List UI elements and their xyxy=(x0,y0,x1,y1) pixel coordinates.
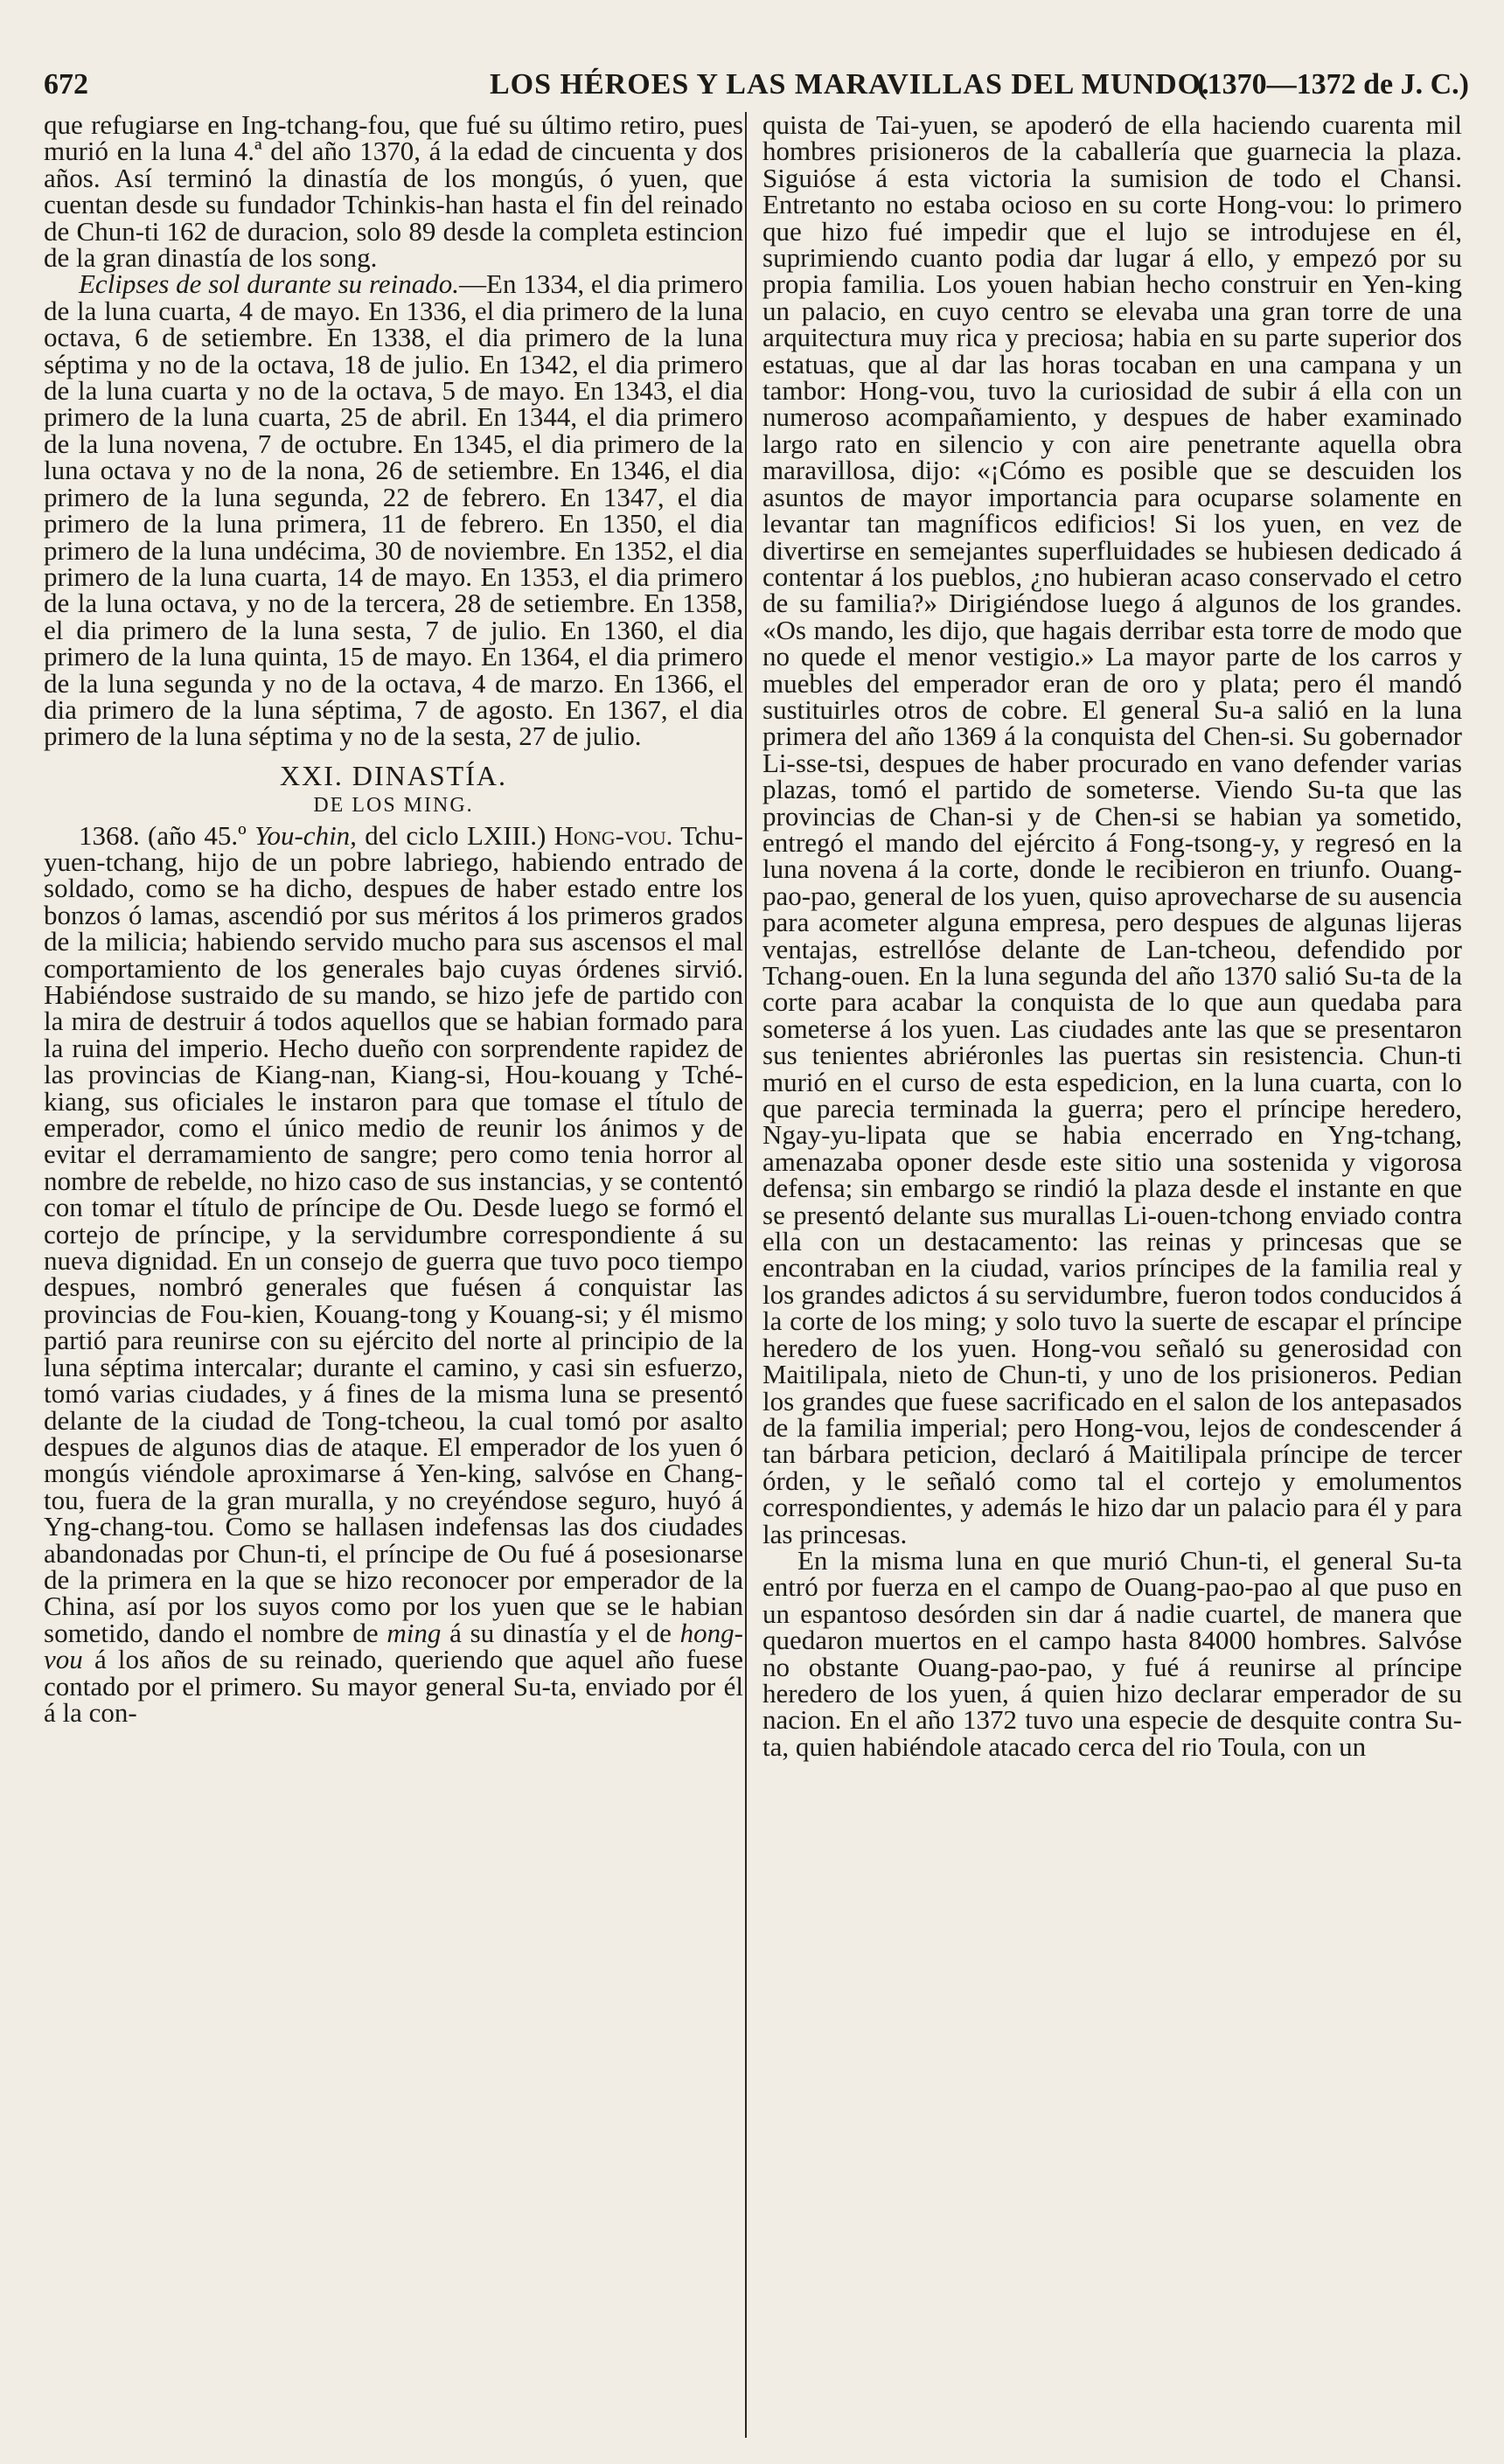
cycle-name: You-chin, xyxy=(254,819,357,851)
emperor-name: Hong-vou. xyxy=(554,819,673,851)
section-subtitle: DE LOS MING. xyxy=(313,794,474,818)
paragraph-eclipses xyxy=(44,268,744,752)
term-ming: ming xyxy=(386,1617,442,1648)
running-title: LOS HÉROES Y LAS MARAVILLAS DEL MUNDO. xyxy=(490,68,1210,101)
eclipses-text: —En 1334, el dia primero de la luna cuarta, 4 de mayo. En 1336, el dia primero de la luna octava, 6 de setiembre. En 1338, el dia primero de la luna séptima y no de la octava, 18 de julio. En 1342, el dia primero de la luna cuarta y no de la octava, 5 de mayo. En 1343, el dia primero de la luna cuarta, 25 de abril. En 1344, el dia primero de la luna novena, 7 de octubre. En 1345, el dia primero de la luna octava y no de la nona, 26 de setiembre. En 1346, el dia primero de la luna segunda, 22 de febrero. En 1347, el dia primero de la luna primera, 11 de febrero. En 1350, el dia primero de la luna undécima, 30 de noviembre. En 1352, el dia primero de la luna cuarta, 14 de mayo. En 1353, el dia primero de la luna octava, y no de la tercera, 28 de setiembre. En 1358, el dia primero de la luna sesta, 7 de julio. En 1360, el dia primero de la luna quinta, 15 de mayo. En 1364, el dia primero de la luna segunda y no de la octava, 4 de marzo. En 1366, el dia primero de la luna séptima, 7 de agosto. En 1367, el dia primero de la luna séptima y no de la sesta, 27 de julio. xyxy=(44,268,744,752)
section-title: XXI. DINASTÍA. xyxy=(280,759,507,791)
hong-vou-text-2: á su dinastía y el de xyxy=(441,1617,680,1648)
page-header xyxy=(44,68,1469,112)
eclipses-heading: Eclipses de sol durante su reinado. xyxy=(79,268,460,300)
column-divider xyxy=(745,112,747,2438)
right-column xyxy=(762,109,1462,2455)
page-number: 672 xyxy=(44,68,88,101)
term-hong-vou: hong-vou xyxy=(44,1617,743,1675)
year-entry: 1368. (año 45.º xyxy=(79,819,255,851)
paragraph-su-ta: En la misma luna en que murió Chun-ti, el general Su-ta entró por fuerza en el campo de Ouang-pao-pao al que puso en un espantoso desórden sin dar á nadie cuartel, de manera que quedaron muertos en el campo hasta 84000 hombres. Salvóse no obstante Ouang-pao-pao, y fué á reunirse al príncipe heredero de los yuen, á quien hizo declarar emperador de su nacion. En el año 1372 tuvo una especie de desquite contra Su-ta, quien habiéndole atacado cerca del rio Toula, con un xyxy=(762,1544,1462,1762)
left-column xyxy=(44,109,744,2455)
paragraph-tai-yuen: quista de Tai-yuen, se apoderó de ella haciendo cuarenta mil hombres prisioneros de la caballería que guarnecia la plaza. Siguióse á esta victoria la sumision de todo el Chansi. Entretanto no estaba ocioso en su corte Hong-vou: lo primero que hizo fué impedir que el lujo se introdujese en él, suprimiendo cuanto podia dar lugar á ello, y empezó por su propia familia. Los youen habian hecho construir en Yen-king un palacio, en cuyo centro se elevaba una gran torre de una arquitectura muy rica y preciosa; habia en su parte superior dos estatuas, que al dar las horas tocaban en una campana y un tambor: Hong-vou, tuvo la curiosidad de subir á ella con un numeroso acompañamiento, y despues de haber examinado largo rato en silencio y con aire penetrante aquella obra maravillosa, dijo: «¡Cómo es posible que se descuiden los asuntos de mayor importancia para ocuparse solamente en levantar tan magníficos edificios! Si los yuen, en vez de divertirse en semejantes superfluidades se hubiesen dedicado á contentar á los pueblos, ¿no hubieran acaso conservado el cetro de su familia?» Dirigiéndose luego á algunos de los grandes. «Os mando, les dijo, que hagais derribar esta torre de modo que no quede el menor vestigio.» La mayor parte de los carros y muebles del emperador eran de oro y plata; pero él mandó sustituirles otros de cobre. El general Su-a salió en la luna primera del año 1369 á la conquista del Chen-si. Su gobernador Li-sse-tsi, despues de haber procurado en vano defender varias plazas, tomó el partido de someterse. Viendo Su-ta que las provincias de Chan-si y de Chen-si se habian ya sometido, entregó el mando del ejército á Fong-tsong-y, y regresó en la luna novena á la corte, donde le recibieron en triunfo. Ouang-pao-pao, general de los yuen, quiso aprovecharse de su ausencia para acometer alguna empresa, pero despues de algunas lijeras ventajas, estrellóse delante de Lan-tcheou, defendido por Tchang-ouen. En la luna segunda del año 1370 salió Su-ta de la corte para acabar la conquista de lo que aun quedaba para someterse á los yuen. Las ciudades ante las que se presentaron sus tenientes abriéronles las puertas sin resistencia. Chun-ti murió en el curso de esta espedicion, en la luna cuarta, con lo que parecia terminada la guerra; pero el príncipe heredero, Ngay-yu-lipata que se habia encerrado en Yng-tchang, amenazaba oponer desde este sitio una sostenida y vigorosa defensa; sin embargo se rindió la plaza desde el instante en que se presentó delante sus murallas Li-ouen-tchong enviado contra ella con un destacamento: las reinas y princesas que se encontraban en la ciudad, varios príncipes de la familia real y los grandes adictos á su servidumbre, fueron todos conducidos á la corte de los ming; y solo tuvo la suerte de escapar el príncipe heredero de los yuen. Hong-vou señaló su generosidad con Maitilipala, nieto de Chun-ti, y uno de los prisioneros. Pedian los grandes que fuese sacrificado en el salon de los antepasados de la familia imperial; pero Hong-vou, lejos de condescender á tan bárbara peticion, declaró á Maitilipala príncipe de tercer órden, y le señaló como tal el cortejo y emolumentos correspondientes, y además le hizo dar un palacio para él y para las princesas. xyxy=(762,109,1462,1549)
cycle-number: del ciclo LXIII.) xyxy=(356,819,554,851)
paragraph-hong-vou xyxy=(44,819,743,1728)
date-range: (1370—1372 de J. C.) xyxy=(1197,68,1469,101)
hong-vou-text: Tchu-yuen-tchang, hijo de un pobre labriego, habiendo entrado de soldado, como se ha dicho, despues de haber estado entre los bonzos ó lamas, ascendió por sus méritos á los primeros grados de la milicia; habiendo servido mucho para sus ascensos el mal comportamiento de los generales bajo cuyas órdenes sirvió. Habiéndose sustraido de su mando, se hizo jefe de partido con la mira de destruir á todos aquellos que se habian formado para la ruina del imperio. Hecho dueño con sorprendente rapidez de las provincias de Kiang-nan, Kiang-si, Hou-kouang y Tché-kiang, sus oficiales le instaron para que tomase el título de emperador, como el único medio de reunir los ánimos y de evitar el derramamiento de sangre; pero como tenia horror al nombre de rebelde, no hizo caso de sus instancias, y se contentó con tomar el título de príncipe de Ou. Desde luego se formó el cortejo de príncipe, y la servidumbre correspondiente á su nueva dignidad. En un consejo de guerra que tuvo poco tiempo despues, nombró generales que fuésen á conquistar las provincias de Fou-kien, Kouang-tong y Kouang-si; y él mismo partió para reunirse con su ejército del norte al principio de la luna séptima intercalar; durante el camino, y casi sin esfuerzo, tomó varias ciudades, y á fines de la misma luna se presentó delante de la ciudad de Tong-tcheou, la cual tomó por asalto despues de algunos dias de ataque. El emperador de los yuen ó mongús viéndole aproximarse á Yen-king, salvóse en Chang-tou, fuera de la gran muralla, y no creyéndose seguro, huyó á Yng-chang-tou. Como se hallasen indefensas las dos ciudades abandonadas por Chun-ti, el príncipe de Ou fué á posesionarse de la primera en la que se hizo reconocer por emperador de la China, así por los suyos como por los yuen que se le habian sometido, dando el nombre de xyxy=(44,819,743,1648)
paragraph-end-yuen-dynasty: que refugiarse en Ing-tchang-fou, que fué su último retiro, pues murió en la luna 4.ª del año 1370, á la edad de cincuenta y dos años. Así terminó la dinastía de los mongús, ó yuen, que cuentan desde su fundador Tchinkis-han hasta el fin del reinado de Chun-ti 162 de duracion, solo 89 desde la completa estincion de la gran dinastía de los song. xyxy=(44,109,743,274)
hong-vou-text-3: á los años de su reinado, queriendo que aquel año fuese contado por el primero. Su mayor general Su-ta, enviado por él á la con- xyxy=(44,1644,743,1728)
